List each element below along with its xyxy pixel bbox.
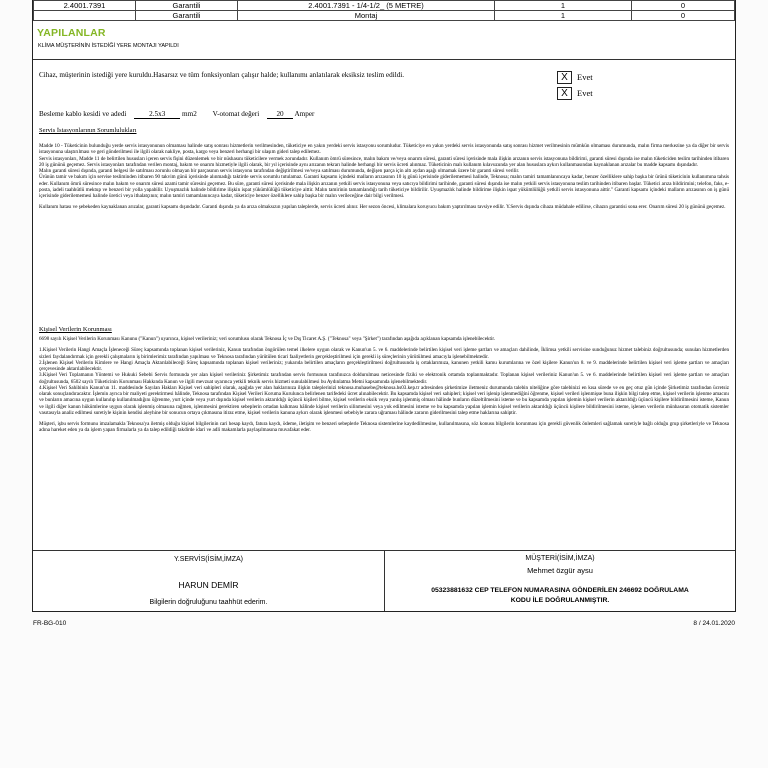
cable-label: Besleme kablo kesidi ve adedi xyxy=(39,110,127,118)
paragraph: Madde 10 - Tüketicinin bulunduğu yerde servis istasyonunun olmaması halinde satış sonrası hizmetlerin verilmesinden, tüketiciye en yakın yerdeki servis istasyonu sorumludur. Tüketiciye en yakın yerdeki servis istasyonunda satış sonrası hizmet verilmesinin mümkün olmaması durumunda, malın firma merkezine ya da diğer bir servis istasyonuna ulaştırılması ve geri gönderilmesi ile ilgili olarak nakliye, posta, kargo veya benzeri herhangi bir ulaşım gideri talep edilemez. xyxy=(39,143,729,156)
service-signature-title: Y.SERVİS(İSİM,İMZA) xyxy=(174,556,243,563)
customer-signature-title: MÜŞTERİ(İSİM,İMZA) xyxy=(525,555,595,562)
service-form xyxy=(32,0,736,612)
fuse-unit: Amper xyxy=(294,110,315,118)
paragraph: Ürünün tamir ve bakım için servise tesliminden itibaren 90 takvim günü içerisinde alınmadığı taktirde servis sorumlu tutulamaz. Garanti kapsamı içindeki malların arızasının 10 iş günü içerisinde giderilememesi halinde, Teknosa; malın tamiri tamamlanıncaya kadar, benzer özelliklere sahip başka bir ürünü tüketicinin kullanımına tahsis eder. Kullanım ömrü süresince malın bakım ve onarım süresi azami tamir süresini geçemez. Bu süre, garanti süresi içerisinde mala ilişkin arızanın yetkili servis istasyonuna veya satıcıya bildirimi tarihinde, garanti süresi dışında ise malın yetkili servis istasyonuna teslim tarihinden itibaren başlar. Tüketici arıza bildirimini; telefon, faks, e-posta, iadeli taahhütlü mektup ve benzeri bir yolla yapabilir. Uyuşmazlık halinde bildirime ilişkin ispat yükümlülüğü tüketiciye aittir. Malın tamirinin tamamlandığı tarih tüketiciye bildirilir. Uyuşmazlık halinde bildirime ilişkin ispat yükümlülüğü yetkili servis istasyonuna aittir." Garanti kapsamı içindeki malların arızasının on iş günü içerisinde giderilememesi halinde üretici veya ithalatçının; malın tamiri tamamlanıncaya kadar, tüketiciye benzer özelliklere sahip başka bir malın verileceğine dair bilgi verilmesi. xyxy=(39,174,729,199)
table-row xyxy=(34,11,735,21)
paragraph: 2.İşlenen Kişisel Verilerin Kimlere ve Hangi Amaçla Aktarılabileceği Süreç kapsamında toplanan kişisel verileriniz; yukarıda belirtilen amaçların gerçekleştirilmesi doğrultusunda iş ortaklarımıza, kanunen yetkili kamu kurumlarına ve özel kişilere Kanun'un 8. ve 9. maddelerinde belirtilen kişisel veri işleme şartları ve amaçları çerçevesinde aktarılabilecektir. xyxy=(39,359,729,372)
paragraph: Kullanım hatası ve şebekeden kaynaklanan arızalar, garanti kapsamı dışındadır. Garanti dışında ya da arıza olmaksızın yapılan taleplerde, servis ücreti alınır. Her sezon öncesi, klimalara koruyucu bakım yaptırılması tavsiye edilir. Y.Servis dışında cihaza müdahale edilirse, cihazın garantisi sona erer. Onarım süresi 20 iş gününü geçemez. xyxy=(39,204,726,211)
paragraph: Servis istasyonları, Madde 11 de belirtilen hususları içeren servis fişini düzenlemek ve bir nüshasını tüketicilere vermek zorundadır. Kullanım ömrü süresince, malın bakım ve/veya onarım süresi, garanti süresi içerisinde mala ilişkin arızanın servis istasyonuna bildirimi, garanti süresi dışında ise malın tüketiciden teslim tarihinden itibaren 20 iş gününü geçemez. Servis istasyonları tarafından verilen montaj, bakım ve onarım hizmetiyle ilgili olarak, bir yıl içerisinde aynı arızanın tekrarı halinde herhangi bir servis ücreti alınmaz. Tüketicinin malı kullanım kılavuzunda yer alan hususlara aykırı kullanmasından kaynaklanan arızalar bu madde kapsamı dışındadır. xyxy=(39,155,729,168)
kvkk-section-body xyxy=(39,336,729,434)
paragraph: 6698 sayılı Kişisel Verilerin Korunması Kanunu ("Kanun") uyarınca, kişisel verileriniz; veri sorumlusu olarak Teknosa İç ve Dış Ticaret A.Ş. ("Teknosa" veya "Şirket") tarafından aşağıda açıklanan kapsamda işlenebilecektir. xyxy=(39,336,496,342)
part-quantity: 1 xyxy=(495,1,632,11)
section-title-yapilanlar: YAPILANLAR xyxy=(37,27,106,39)
fuse-label: V-otomat değeri xyxy=(212,110,260,118)
service-person-name: HARUN DEMİR xyxy=(178,580,239,590)
divider xyxy=(33,59,735,60)
paragraph: Müşteri, işbu servis formunu imzalamakla Teknosa'ya iletmiş olduğu kişisel bilgilerinin cari hesap kaydı, fatura kaydı, ödeme, iletişim ve benzeri sebeplerle Teknosa sistemlerine kaydedilmesine, kullanılmasına, söz konusu bilgilerin korunması için gerekli güvenlik önlemleri sağlamak suretiyle bağlı olduğu grup şirketleriyle ve Teknosa adına hareket eden ya da işlem yapan firmalarla ya da talep edildiği takdirde idari ve adli makamlarla paylaşılmasına muvafakat eder. xyxy=(39,421,729,434)
part-quantity: 1 xyxy=(495,11,632,21)
part-price: 0 xyxy=(632,11,735,21)
service-declaration: Bilgilerin doğruluğunu taahhüt ederim. xyxy=(149,599,268,606)
warranty-status: Garantili xyxy=(136,1,238,11)
paragraph: 3.Kişisel Veri Toplamanın Yöntemi ve Hukuki Sebebi Servis formunda yer alan kişisel verileriniz Şirketimiz tarafından servis formunun tarafınızca doldurulması neticesinde fiziki ve elektronik ortamda toplanmaktadır. Toplanan kişisel verileriniz Kanun'un 5. ve 6. maddelerinde belirtilen kişisel veri işleme şartları ve amaçları doğrultusunda, 6502 sayılı Tüketicinin Korunması Hakkında Kanun ve ilgili mevzuat uyarınca yetkili teknik servis hizmeti sunulabilmesi bu Aydınlatma Metni kapsamında işlenebilmektedir. xyxy=(39,372,729,385)
checkbox-label: Evet xyxy=(577,88,593,98)
part-price: 0 xyxy=(632,1,735,11)
installation-statement: Cihaz, müşterinin istediği yere kuruldu.Hasarsız ve tüm fonksiyonları çalışır halde; kullanımı anlatılarak eksiksiz teslim edildi. xyxy=(39,71,405,79)
verification-line-1: 05323881632 CEP TELEFON NUMARASINA GÖNDERİLEN 246692 DOĞRULAMA xyxy=(431,587,689,594)
page-info: 8 / 24.01.2020 xyxy=(693,620,735,627)
checkbox-installed[interactable]: X xyxy=(557,71,572,84)
checkbox-delivered[interactable]: X xyxy=(557,87,572,100)
part-code xyxy=(34,11,136,21)
part-description: Montaj xyxy=(238,11,495,21)
cable-value: 2.5x3 xyxy=(134,110,180,119)
part-code: 2.4001.7391 xyxy=(34,1,136,11)
paragraph: Malın garanti süresi dışında, garanti belgesi ile satılması zorunlu olmayan bir parçasının servis istasyonu tarafından değiştirilmesi ve/veya satılması durumunda, değişen parça için altı aydan aşağı olmamak üzere bir garanti süresi verilir. xyxy=(39,168,520,174)
cable-unit: mm2 xyxy=(182,110,197,118)
fuse-value: 20 xyxy=(267,110,293,119)
cable-info xyxy=(39,110,314,119)
kvkk-section-title: Kişisel Verilerin Korunması xyxy=(39,326,112,333)
service-section-title: Servis İstasyonlarının Sorumlulukları xyxy=(39,127,137,134)
verification-line-2: KODU İLE DOĞRULANMIŞTIR. xyxy=(510,597,610,604)
paragraph: 1.Kişisel Verilerin Hangi Amaçla İşleneceği Süreç kapsamında toplanan kişisel verileriniz, Kanun tarafından öngörülen temel ilkelere uygun olarak ve Kanun'un 5. ve 6. maddelerinde belirtilen kişisel veri işleme şartları ve amaçları dahilinde, İklimsa yetkili servisine sunduğunuz hizmet talebiniz doğrultusunda; sunulan hizmetlerden sizleri faydalandırmak için gerekli çalışmaların iş birimlerimiz tarafından yapılması ve Teknosa tarafından yürütülen ticari faaliyetlerin gerçekleştirilmesi için gerekli iş süreçlerinin yürütülmesi amacıyla işlenebilmektedir. xyxy=(39,347,729,360)
service-section-body xyxy=(39,143,729,211)
paragraph: 4.Kişisel Veri Sahibinin Kanun'un 11. maddesinde Sayılan Hakları Kişisel veri sahipleri olarak, aşağıda yer alan haklarınıza ilişkin taleplerinizi teknosa.muhasebe@teknosa.hs03.kep.tr adresinden şirketimize iletmeniz durumunda talebin niteliğine göre talebinizi en kısa sürede ve en geç otuz gün içinde Şirketimiz tarafından ücretsiz olarak sonuçlandıracaktır. İşlemin ayrıca bir maliyeti gerektirmesi hâlinde, Teknosa tarafından Kişisel Verileri Koruma Kurulunca belirlenen tarifedeki ücret alınabilecektir. Bu kapsamda kişisel veri sahipleri; kişisel veri işlenip işlenmediğini öğrenme, kişisel verileri işlenmişse buna ilişkin bilgi talep etme, kişisel verilerin işlenme amacını ve bunların amacına uygun kullanılıp kullanılmadığını öğrenme, yurt içinde veya yurt dışında kişisel verilerin aktarıldığı üçüncü kişileri bilme, kişisel verilerin eksik veya yanlış işlenmiş olması hâlinde bunların düzeltilmesini isteme ve bu kapsamda yapılan işlemin kişisel verilerin aktarıldığı üçüncü kişilere bildirilmesini isteme, Kanun ve ilgili diğer kanun hükümlerine uygun olarak işlenmiş olmasına rağmen, işlenmesini gerektiren sebeplerin ortadan kalkması hâlinde kişisel verilerin silinmesini veya yok edilmesini isteme ve bu kapsamda yapılan işlemin kişisel verilerin aktarıldığı üçüncü kişilere bildirilmesini isteme, işlenen verilerin münhasıran otomatik sistemler vasıtasıyla analiz edilmesi suretiyle kişinin kendisi aleyhine bir sonucun ortaya çıkmasına itiraz etme, kişisel verilerin kanuna aykırı olarak işlenmesi sebebiyle zarara uğraması hâlinde zararın giderilmesini talep etme haklarına sahiptir. xyxy=(39,384,729,416)
table-row xyxy=(34,1,735,11)
parts-table xyxy=(33,0,735,21)
checkbox-label: Evet xyxy=(577,72,593,82)
customer-name: Mehmet özgür aysu xyxy=(527,566,593,575)
form-code: FR-BG-010 xyxy=(33,620,67,627)
work-done-text: KLİMA MÜŞTERİNİN İSTEDİĞİ YERE MONTAJI YAPILDI xyxy=(38,43,179,49)
part-description: 2.4001.7391 - 1/4-1/2_ (5 METRE) xyxy=(238,1,495,11)
warranty-status: Garantili xyxy=(136,11,238,21)
